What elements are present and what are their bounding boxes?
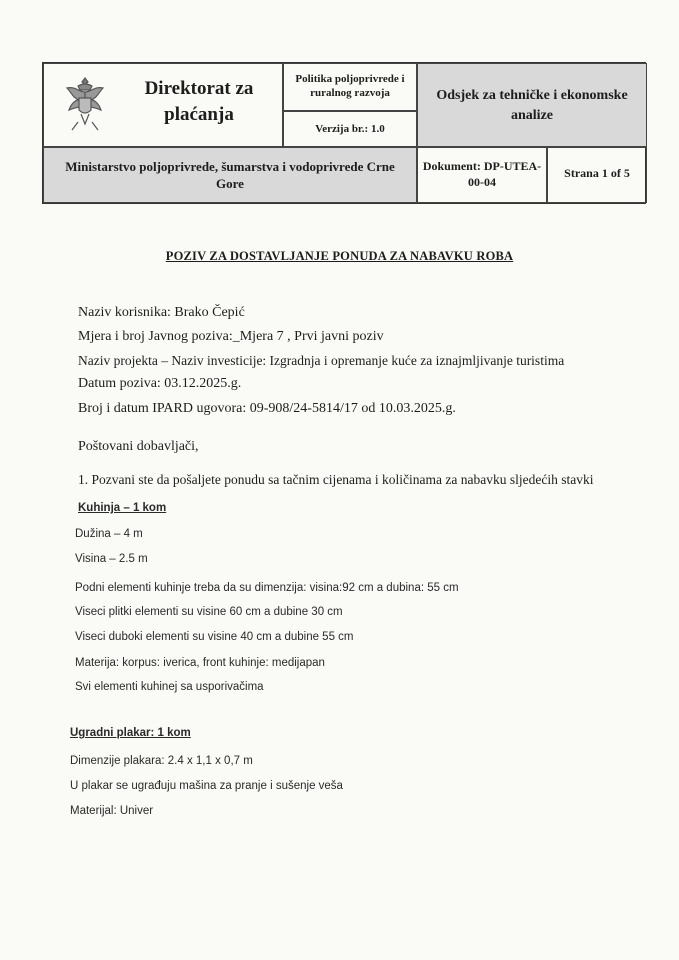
kitchen-heading: Kuhinja – 1 kom — [78, 502, 167, 514]
call-date: Datum poziva: 03.12.2025.g. — [78, 376, 242, 391]
beneficiary-name: Naziv korisnika: Brako Čepić — [78, 305, 245, 320]
directorate-title: Direktorat za plaćanja — [144, 78, 254, 125]
policy-cell — [283, 63, 417, 111]
page-label: Strana 1 of 5 — [564, 166, 630, 180]
document-label: Dokument: DP-UTEA-00-04 — [422, 159, 542, 189]
header-table — [42, 62, 646, 204]
department-label: Odsjek za tehničke i ekonomske analize — [436, 88, 628, 123]
wardrobe-line: Materijal: Univer — [70, 805, 154, 817]
document-cell — [417, 147, 547, 203]
call-measure: Mjera i broj Javnog poziva:_Mjera 7 , Prvi javni poziv — [78, 329, 384, 344]
ipard-contract: Broj i datum IPARD ugovora: 09-908/24-5814/17 od 10.03.2025.g. — [78, 401, 456, 416]
ministry-label: Ministarstvo poljoprivrede, šumarstva i vodoprivrede Crne Gore — [65, 159, 395, 191]
document-title: POZIV ZA DOSTAVLJANJE PONUDA ZA NABAVKU ROBA — [165, 249, 514, 263]
wardrobe-line: Dimenzije plakara: 2.4 x 1,1 x 0,7 m — [70, 755, 253, 767]
wardrobe-line: U plakar se ugrađuju mašina za pranje i sušenje veša — [70, 780, 343, 792]
kitchen-line: Dužina – 4 m — [75, 528, 143, 540]
project-name: Naziv projekta – Naziv investicije: Izgradnja i opremanje kuće za iznajmljivanje turistima — [78, 353, 565, 368]
version-cell — [283, 111, 417, 147]
wardrobe-heading: Ugradni plakar: 1 kom — [70, 727, 191, 739]
department-cell — [417, 63, 647, 147]
intro-paragraph: 1. Pozvani ste da pošaljete ponudu sa tačnim cijenama i količinama za nabavku sljedećih stavki — [78, 472, 594, 487]
policy-label: Politika poljoprivrede i ruralnog razvoja — [295, 73, 405, 99]
kitchen-line: Podni elementi kuhinje treba da su dimenzija: visina:92 cm a dubina: 55 cm — [75, 582, 459, 594]
greeting: Poštovani dobavljači, — [78, 439, 199, 454]
directorate-cell — [43, 63, 283, 147]
kitchen-line: Materija: korpus: iverica, front kuhinje: medijapan — [75, 657, 325, 669]
coat-of-arms-icon — [60, 74, 110, 136]
kitchen-line: Viseci plitki elementi su visine 60 cm a dubine 30 cm — [75, 606, 343, 618]
kitchen-line: Visina – 2.5 m — [75, 553, 148, 565]
kitchen-line: Svi elementi kuhinej sa usporivačima — [75, 681, 264, 693]
page-cell — [547, 147, 647, 203]
ministry-cell — [43, 147, 417, 203]
version-label: Verzija br.: 1.0 — [315, 123, 385, 135]
kitchen-line: Viseci duboki elementi su visine 40 cm a dubine 55 cm — [75, 631, 354, 643]
